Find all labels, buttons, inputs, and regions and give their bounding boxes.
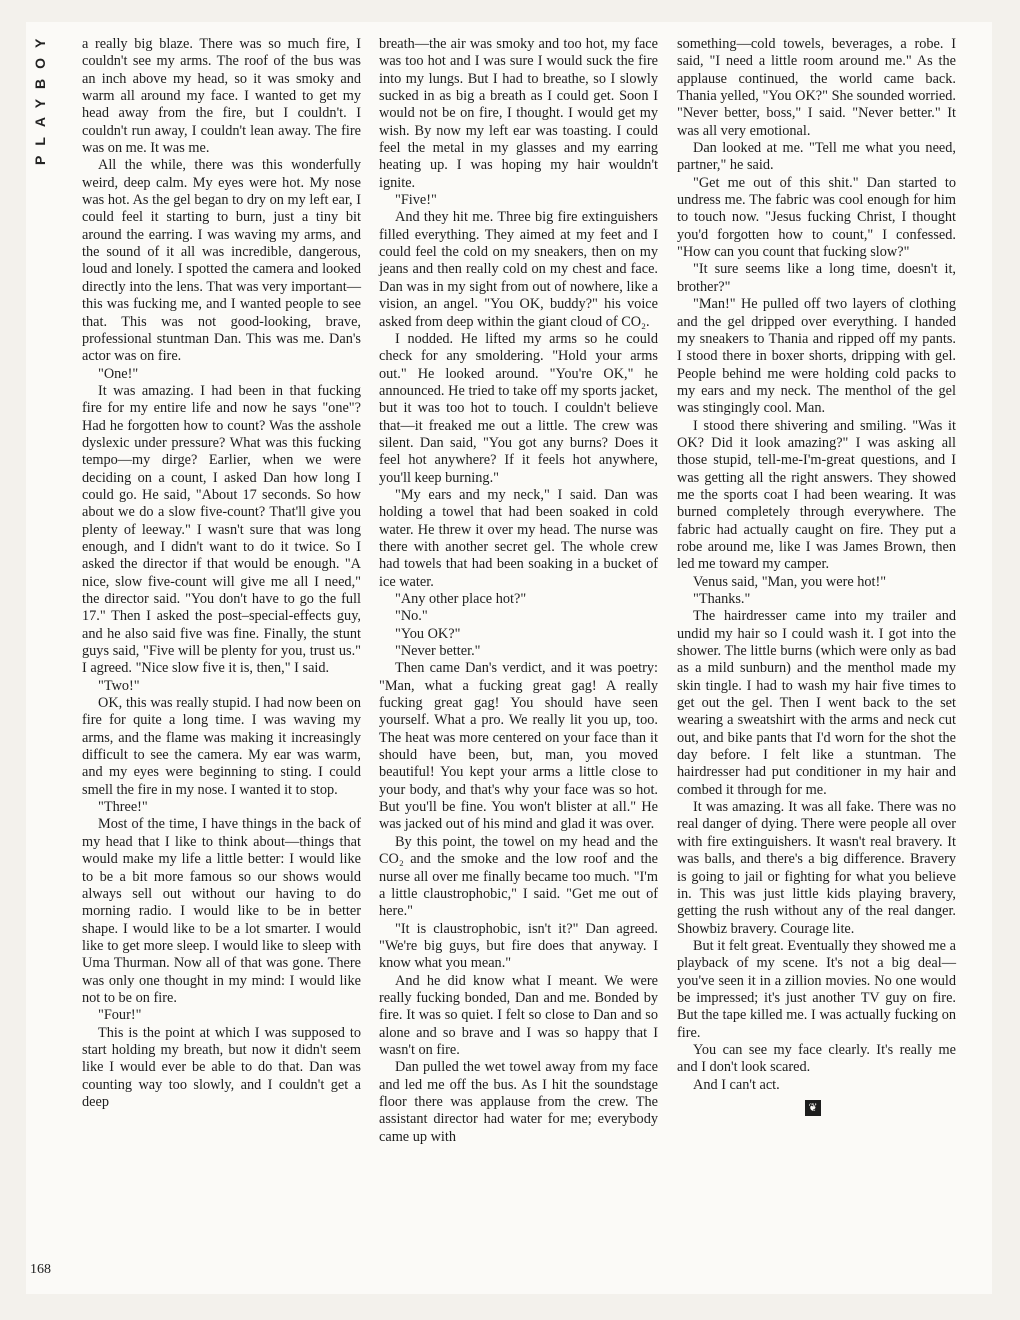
paragraph: I stood there shivering and smiling. "Was it OK? Did it look amazing?" I was asking all those stupid, tell-me-I'm-great questions, and I was getting all the right answers. They showed me the sports coat I had been wearing. It was burned completely through everywhere. The fabric had actually caught on fire. They put a robe around me, like I was James Brown, then led me toward my camper.	[677, 417, 956, 573]
paragraph: Dan pulled the wet towel away from my face and led me off the bus. As I hit the soundstage floor there was applause from the crew. The assistant director had water for me; everybody came up with	[379, 1059, 658, 1145]
paragraph: "It sure seems like a long time, doesn't it, brother?"	[677, 261, 956, 295]
paragraph: It was amazing. I had been in that fucking fire for my entire life and now he says "one"? Had he forgotten how to count? Was the asshole dyslexic under pressure? What was this fucking tempo—my dirge? Earlier, when we were deciding on a count, I asked Dan how long I could go. He said, "About 17 seconds. So how about we do a slow five-count? That'll give you plenty of leeway." I wasn't sure that was long enough, and I didn't want to do it twice. So I asked the director if that would be enough. "A nice, slow five-count will give me all I need," the director said. "You don't have to go the full 17." Then I asked the post–special-effects guy, and he also said five was fine. Finally, the stunt guys said, "Five will be plenty for you, trust us." I agreed. "Nice slow five it is, then," I said.	[82, 382, 361, 677]
end-mark-row	[677, 1096, 956, 1116]
paragraph: But it felt great. Eventually they showed me a playback of my scene. It's not a big deal—you've seen it in a zillion movies. No one would be impressed; it's just another TV guy on fire. But the tape killed me. I was actually fucking on fire.	[677, 937, 956, 1041]
paragraph: "Never better."	[395, 643, 481, 660]
paragraph: "Two!"	[98, 677, 140, 694]
paragraph: "Three!"	[98, 799, 148, 816]
paragraph: "Five!"	[395, 192, 437, 209]
paragraph: Then came Dan's verdict, and it was poetry: "Man, what a fucking great gag! A really fucking great gag! You should have seen yourself. What a pro. We really lit you up, too. The heat was more centered on your face than it should have been, but, man, you moved beautiful! You kept your arms a little close to your body, and that's why your face was so hot. But you'll be fine. You won't blister at all." He was jacked out of his mind and glad it was over.	[379, 660, 658, 833]
paragraph: By this point, the towel on my head and the CO₂ and the smoke and the low roof and the nurse all over me finally became too much. "I'm a little claustrophobic," I said. "Get me out of here."	[379, 833, 658, 920]
paragraph: All the while, there was this wonderfully weird, deep calm. My eyes were hot. My nose was hot. As the gel began to dry on my left ear, I could feel it starting to burn, just a tiny bit around the earring. I was waving my arms, and the sound of it all was incredible, dangerous, loud and lonely. I spotted the camera and looked directly into the lens. That was very important—this was fucking me, and I wanted people to see that. This was not good-looking, brave, professional stuntman Dan. This was me. Dan's actor was on fire.	[82, 157, 361, 365]
paragraph: OK, this was really stupid. I had now been on fire for quite a long time. I was waving my arms, and the flame was making it increasingly difficult to see the camera. My ear was warm, and my eyes were beginning to sting. I could smell the fire in my nose. I wanted it to stop.	[82, 695, 361, 798]
paragraph: And they hit me. Three big fire extinguishers filled everything. They aimed at my feet and I could feel the cold on my sneakers, then on my jeans and then really cold on my chest and face. Dan was in my sight from out of nowhere, like a vision, an angel. "You OK, buddy?" his voice asked from deep within the giant cloud of CO₂.	[379, 209, 658, 330]
paragraph: breath—the air was smoky and too hot, my face was too hot and I was sure I would suck the fire into my lungs. But I had to breathe, so I slowly sucked in as big a breath as I could get. Soon I would not be on fire, I thought. I would get my wish. By now my left ear was toasting. I could feel the metal in my glasses and my earring heating up. I was hoping my hair wouldn't ignite.	[379, 36, 658, 191]
paragraph: "Four!"	[98, 1007, 142, 1024]
text-column-1	[82, 36, 361, 1111]
paragraph: Most of the time, I have things in the back of my head that I like to think about—things that would make my life a little better: I would like to be a bit more famous so our shows would always sell out without our having to do morning radio. I would like to be in better shape. I would like to be a lot smarter. I would like to get more sleep. I would like to sleep with Uma Thurman. Now all of that was gone. There was only one thought in my mind: I would like not to be on fire.	[82, 816, 361, 1006]
paragraph: "One!"	[98, 365, 139, 382]
paragraph: "Thanks."	[693, 591, 751, 607]
paragraph: "No."	[395, 608, 428, 625]
paragraph: "My ears and my neck," I said. Dan was holding a towel that had been soaked in cold water. He threw it over my head. The nurse was there with another secret gel. The whole crew had towels that had been soaking in a bucket of ice water.	[379, 486, 658, 590]
paragraph: a really big blaze. There was so much fire, I couldn't see my arms. The roof of the bus was an inch above my head, so it was smoky and warm all around my face. I wanted to get my head away from the fire, but I couldn't. I couldn't run away, I couldn't lean away. The fire was on me. It was me.	[82, 36, 361, 157]
paragraph: "It is claustrophobic, isn't it?" Dan agreed. "We're big guys, but fire does that anyway. I know what you mean."	[379, 920, 658, 972]
paragraph: And I can't act.	[693, 1076, 780, 1093]
paragraph: something—cold towels, beverages, a robe. I said, "I need a little room around me." As the applause continued, the world came back. Thania yelled, "You OK?" She sounded worried. "Never better, boss," I said. "Never better." It was all very emotional.	[677, 36, 956, 139]
text-column-3	[677, 36, 956, 1116]
text-column-2	[379, 36, 658, 1146]
masthead: PLAYBOY	[32, 28, 48, 166]
paragraph: I nodded. He lifted my arms so he could check for any smoldering. "Hold your arms out." He looked around. "You're OK," he announced. He tried to take off my sports jacket, but it was too hot to touch. I couldn't believe that—it freaked me out a little. The crew was silent. Dan said, "You got any burns? Does it feel hot anywhere? If it feels hot anywhere, you'll keep burning."	[379, 330, 658, 486]
paragraph: "Man!" He pulled off two layers of clothing and the gel dripped over everything. I handed my sneakers to Thania and ripped off my pants. I stood there in boxer shorts, dripping with gel. People behind me were holding cold packs to my ears and my neck. The menthol of the gel was stingingly cool. Man.	[677, 296, 956, 417]
paragraph: "Get me out of this shit." Dan started to undress me. The fabric was cool enough for him to touch now. "Jesus fucking Christ, I thought you'd forgotten how to count," I confessed. "How can you count that fucking slow?"	[677, 174, 956, 261]
paragraph: This is the point at which I was supposed to start holding my breath, but now it didn't seem like I would ever be able to do that. Dan was counting way too slowly, and I couldn't get a deep	[82, 1024, 361, 1110]
paragraph: And he did know what I meant. We were really fucking bonded, Dan and me. Bonded by fire. It was so quiet. I felt so close to Dan and so alone and so brave and I was so happy that I wasn't on fire.	[379, 972, 658, 1058]
paragraph: "Any other place hot?"	[395, 591, 527, 607]
rabbit-head-icon: ❦	[805, 1100, 821, 1116]
page-number: 168	[30, 1262, 51, 1277]
paragraph: It was amazing. It was all fake. There was no real danger of dying. There were people all over with fire extinguishers. It wasn't real bravery. It was balls, and there's a big difference. Bravery is going to jail or fighting for what you believe in. This was just little kids playing bravery, getting the rush without any of the real danger. Showbiz bravery. Courage lite.	[677, 799, 956, 937]
paragraph: "You OK?"	[395, 625, 461, 642]
paragraph: Venus said, "Man, you were hot!"	[693, 573, 887, 590]
paragraph: Dan looked at me. "Tell me what you need, partner," he said.	[677, 140, 956, 174]
paragraph: The hairdresser came into my trailer and undid my hair so I could wash it. I got into the shower. The little burns (which were only as bad as a mild sunburn) and the menthol made my skin tingle. I had to wash my hair five times to get out the gel. Then I went back to the set wearing a sweatshirt with the arms and neck cut out, and bike pants that I'd worn for the shot the day before. I felt like a stuntman. The hairdresser had put conditioner in my hair and combed it through for me.	[677, 608, 956, 798]
paragraph: You can see my face clearly. It's really me and I don't look scared.	[677, 1041, 956, 1076]
